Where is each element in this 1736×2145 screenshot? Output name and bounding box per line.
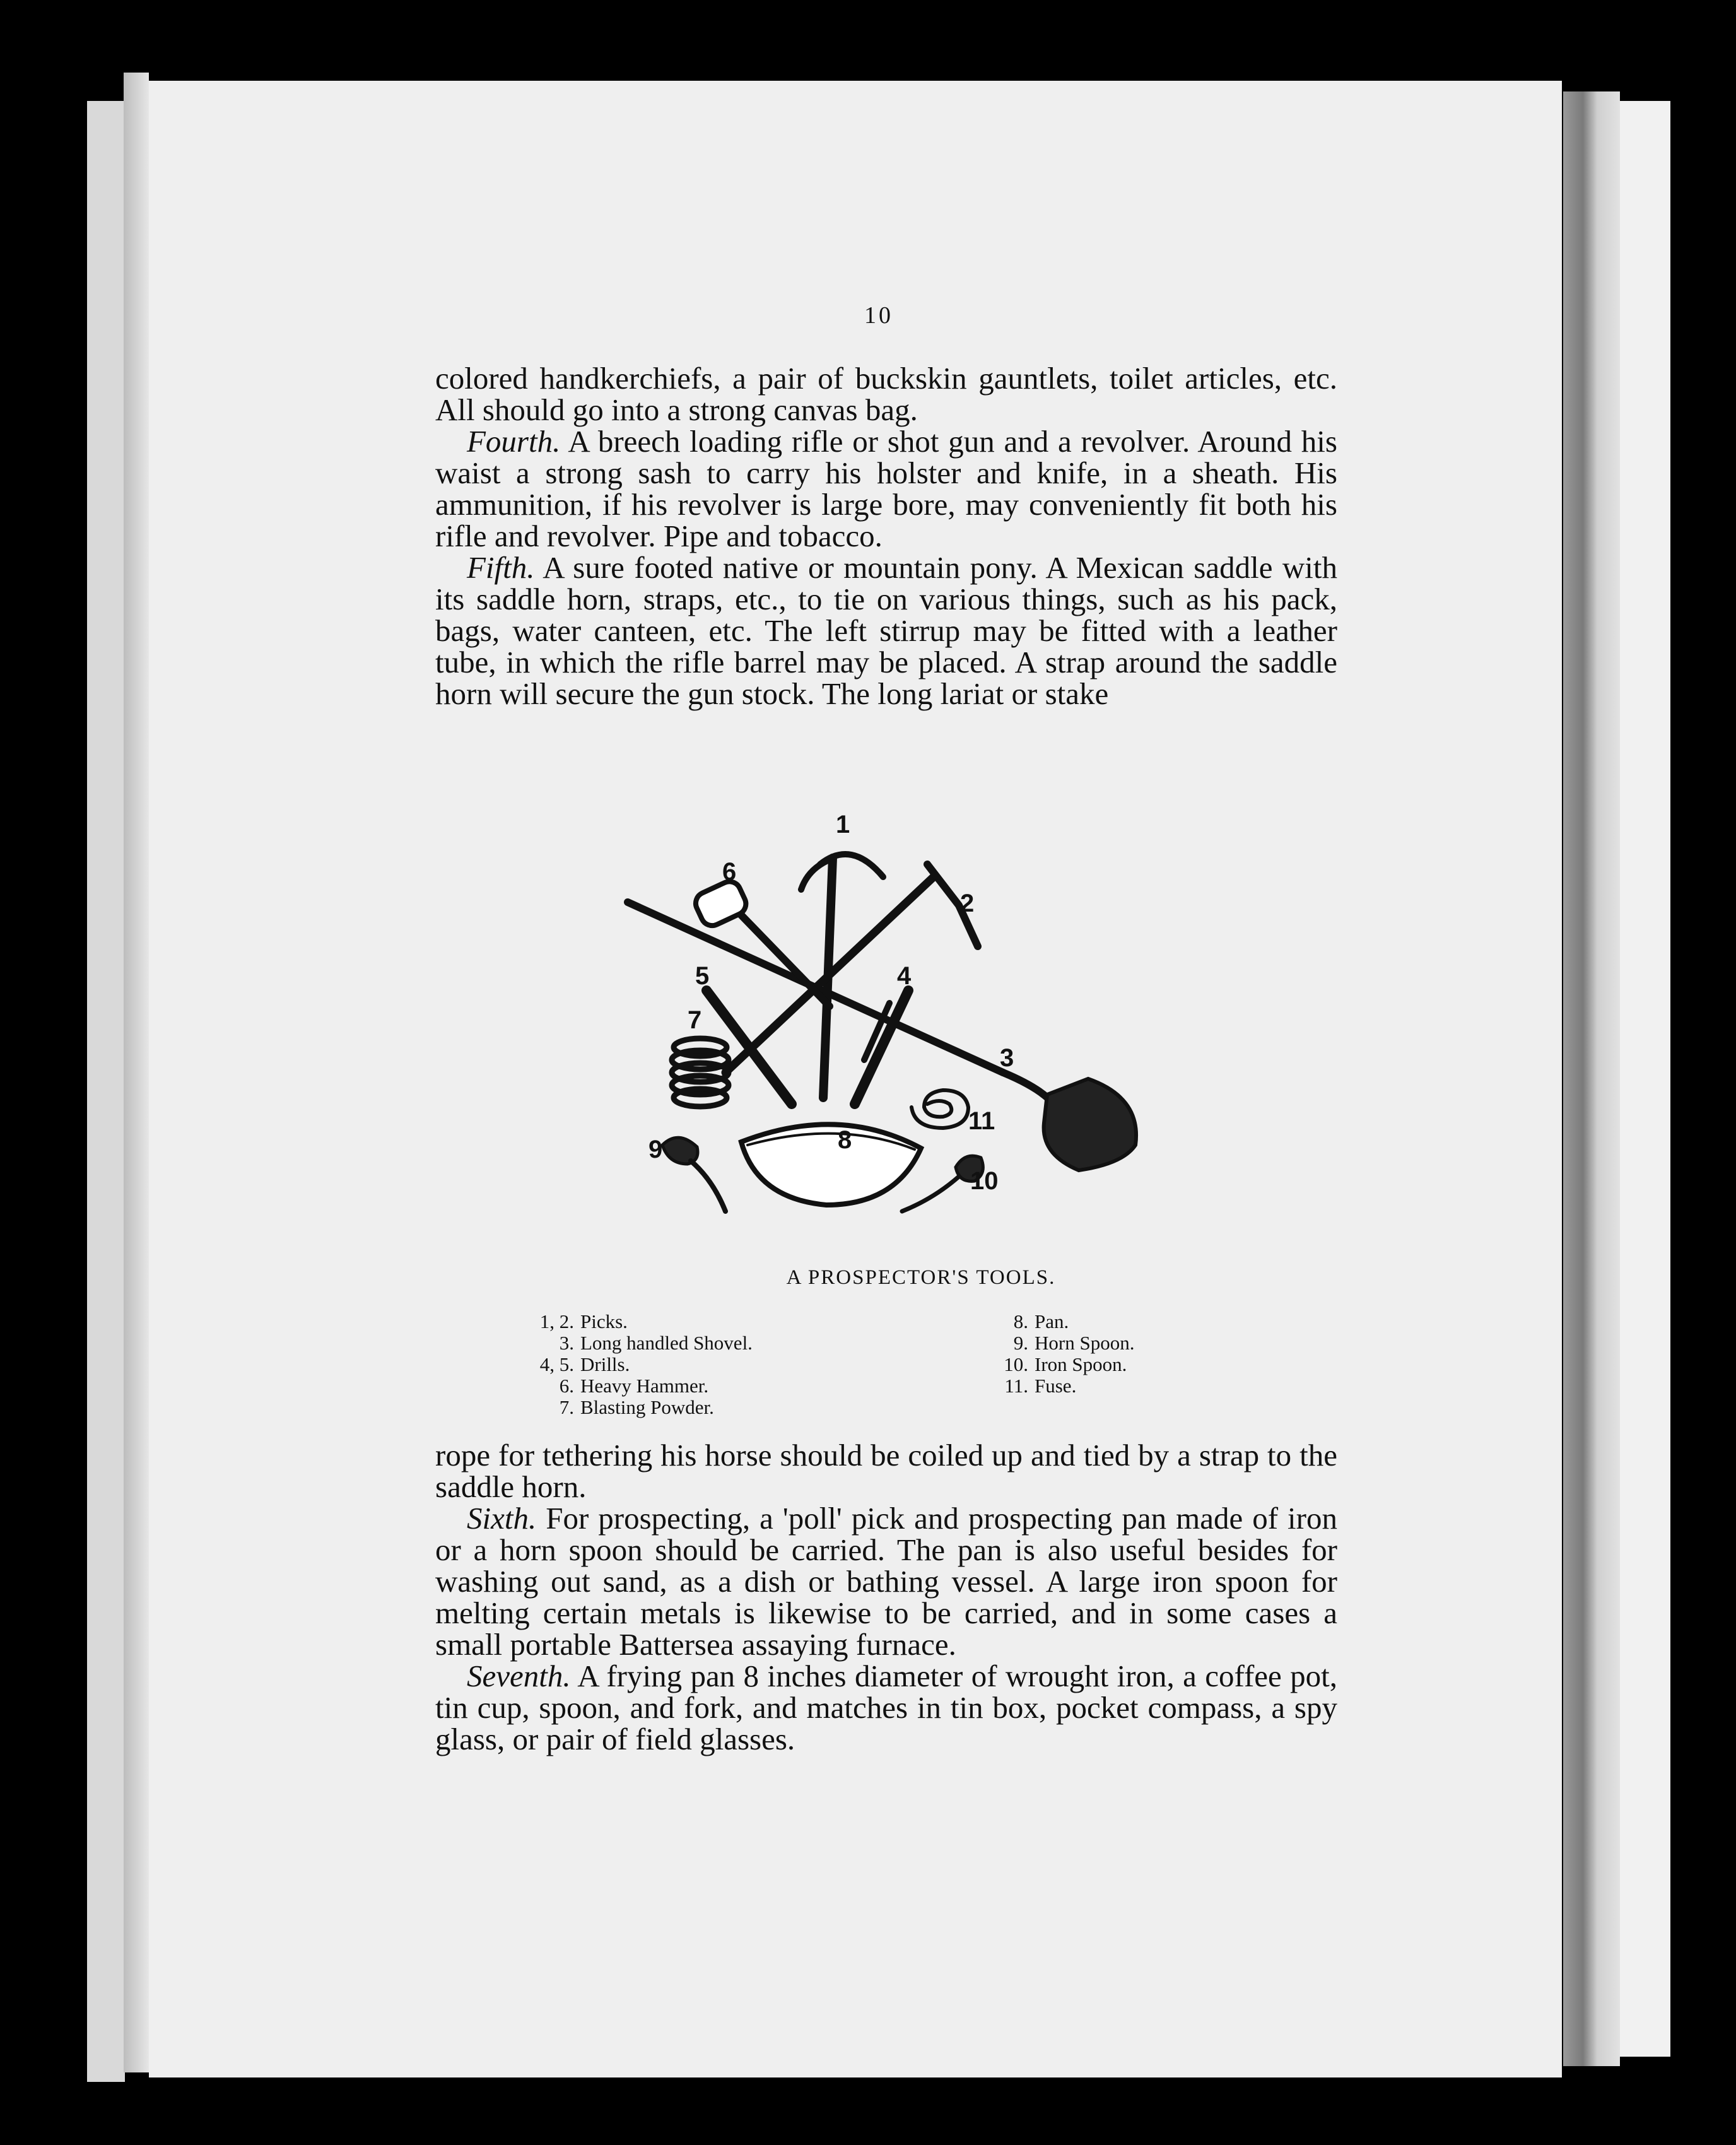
figure-number-2: 2: [960, 890, 975, 917]
drill-5: [707, 990, 792, 1104]
prospectors-tools-illustration: [599, 801, 1167, 1243]
body-text-top: [435, 363, 1337, 710]
next-page-edge: [1620, 101, 1670, 2057]
legend-item: 1, 2. Picks.: [539, 1310, 628, 1332]
figure-number-8: 8: [838, 1126, 852, 1154]
figure-number-4: 4: [897, 962, 912, 990]
paragraph: Fifth. A sure footed native or mountain pony. A Mexican saddle with its saddle horn, straps, etc., to tie on various things, such as his pack, bags, water canteen, etc. The left stirrup may be fitted with a leather tube, in which the rifle barrel may be placed. A strap around the saddle horn will secure the gun stock. The long lariat or stake: [435, 550, 1337, 711]
fuse-coil: [912, 1090, 968, 1128]
figure-number-7: 7: [688, 1006, 702, 1034]
legend-item: 6. Heavy Hammer.: [559, 1375, 709, 1397]
figure-number-3: 3: [1000, 1044, 1014, 1072]
blasting-powder: [672, 1038, 729, 1107]
legend-item: 9. Horn Spoon.: [1013, 1332, 1135, 1354]
tools-drawing: [599, 801, 1167, 1243]
paragraph: rope for tethering his horse should be coiled up and tied by a strap to the saddle horn.: [435, 1438, 1337, 1504]
figure-number-1: 1: [836, 811, 850, 838]
paragraph: Fourth. A breech loading rifle or shot gun and a revolver. Around his waist a strong sash to carry his holster and knife, in a sheath. His ammunition, if his revolver is large bore, may conveniently fit both his rifle and revolver. Pipe and tobacco.: [435, 424, 1337, 553]
right-binding-shadow: [1563, 91, 1620, 2066]
page-number: 10: [864, 302, 893, 329]
page-left-edge: [124, 73, 149, 2072]
legend-item: 8. Pan.: [1013, 1310, 1069, 1332]
figure-caption: A PROSPECTOR'S TOOLS.: [786, 1266, 1056, 1289]
legend-item: 4, 5. Drills.: [539, 1353, 630, 1375]
paragraph: Seventh. A frying pan 8 inches diameter of wrought iron, a coffee pot, tin cup, spoon, and fork, and matches in tin box, pocket compass, a spy glass, or pair of field glasses.: [435, 1659, 1337, 1756]
hammer-head: [692, 878, 749, 929]
under-sheet-edge: [87, 101, 125, 2082]
legend-item: 3. Long handled Shovel.: [559, 1332, 753, 1354]
pan: [741, 1124, 921, 1205]
paragraph: Sixth. For prospecting, a 'poll' pick and prospecting pan made of iron or a horn spoon should be carried. The pan is also useful besides for washing out sand, as a dish or bathing vessel. A large iron spoon for melting certain metals is likewise to be carried, and in some cases a small portable Battersea assaying furnace.: [435, 1501, 1337, 1662]
iron-spoon-handle: [902, 1177, 959, 1211]
shovel-blade: [1044, 1079, 1136, 1170]
figure-number-5: 5: [695, 962, 710, 990]
paragraph: colored handkerchiefs, a pair of buckskin gauntlets, toilet articles, etc. All should go into a strong canvas bag.: [435, 361, 1337, 427]
figure-number-6: 6: [722, 858, 737, 886]
legend-item: 10. Iron Spoon.: [1004, 1353, 1127, 1375]
figure-legend-right: [990, 1311, 1134, 1397]
legend-item: 7. Blasting Powder.: [559, 1396, 714, 1418]
figure-number-9: 9: [648, 1136, 663, 1163]
figure-number-10: 10: [970, 1167, 999, 1195]
legend-item: 11. Fuse.: [1004, 1375, 1077, 1397]
horn-spoon-handle: [691, 1161, 725, 1211]
figure-number-11: 11: [968, 1107, 995, 1135]
body-text-bottom: [435, 1440, 1337, 1755]
figure-legend-left: [511, 1311, 753, 1418]
